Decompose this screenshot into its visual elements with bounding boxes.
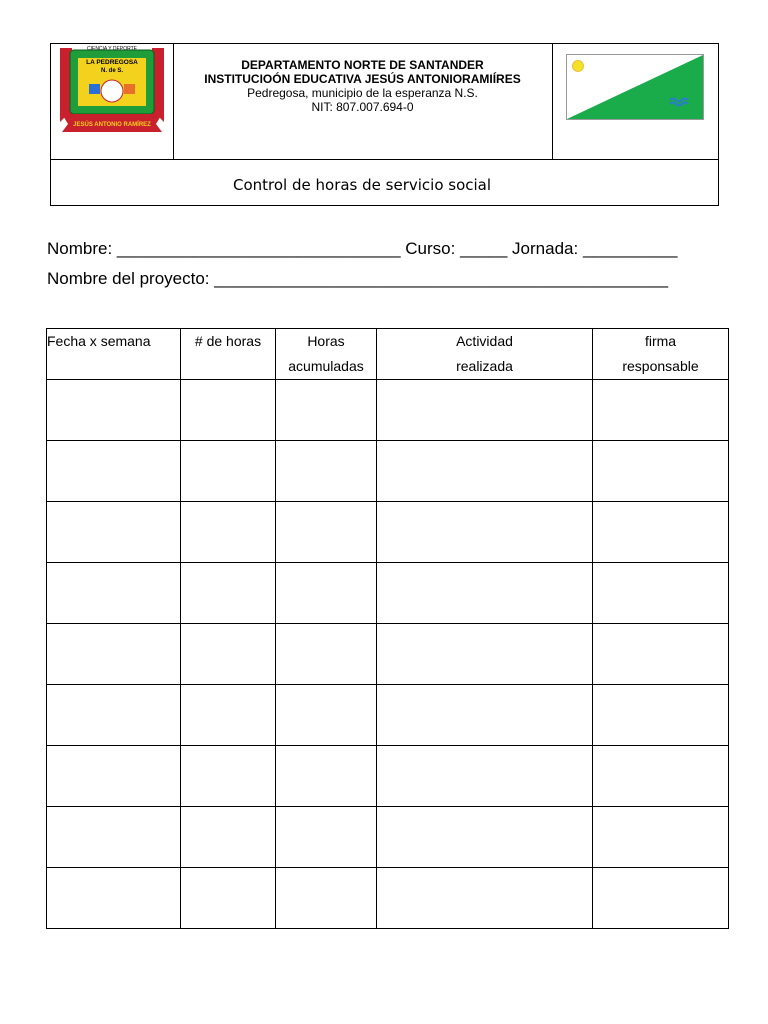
table-cell[interactable]	[593, 563, 729, 624]
table-cell[interactable]	[377, 868, 593, 929]
table-cell[interactable]	[181, 563, 276, 624]
table-cell[interactable]	[276, 380, 377, 441]
document-title: Control de horas de servicio social	[233, 176, 492, 194]
institution-name: INSTITUCIOÓN EDUCATIVA JESÚS ANTONIORAMIÍRES	[204, 72, 521, 86]
svg-text:CIENCIA Y DEPORTE: CIENCIA Y DEPORTE	[86, 46, 138, 52]
table-cell[interactable]	[47, 563, 181, 624]
department-name: DEPARTAMENTO NORTE DE SANTANDER	[241, 58, 484, 72]
table-cell[interactable]	[377, 624, 593, 685]
municipal-flag-icon	[566, 54, 704, 120]
table-cell[interactable]	[377, 563, 593, 624]
table-cell[interactable]	[593, 380, 729, 441]
table-row	[47, 563, 729, 624]
table-cell[interactable]	[47, 441, 181, 502]
table-cell[interactable]	[377, 807, 593, 868]
hours-log-table	[46, 328, 729, 929]
header-row	[51, 44, 718, 160]
table-cell[interactable]	[276, 685, 377, 746]
table-cell[interactable]	[593, 807, 729, 868]
table-cell[interactable]	[47, 685, 181, 746]
table-row	[47, 502, 729, 563]
school-crest-icon	[56, 44, 168, 132]
project-name-line: Nombre del proyecto: ________________________________________________	[47, 269, 669, 288]
table-cell[interactable]	[593, 868, 729, 929]
table-cell[interactable]	[47, 746, 181, 807]
header-fecha: Fecha x semana	[47, 329, 181, 380]
table-cell[interactable]	[181, 807, 276, 868]
table-row	[47, 685, 729, 746]
table-cell[interactable]	[593, 624, 729, 685]
table-cell[interactable]	[47, 380, 181, 441]
table-cell[interactable]	[276, 624, 377, 685]
table-cell[interactable]	[181, 441, 276, 502]
header-box	[50, 43, 719, 206]
table-cell[interactable]	[181, 624, 276, 685]
table-cell[interactable]	[181, 746, 276, 807]
table-cell[interactable]	[47, 807, 181, 868]
table-cell[interactable]	[181, 685, 276, 746]
table-cell[interactable]	[47, 624, 181, 685]
table-cell[interactable]	[377, 441, 593, 502]
table-cell[interactable]	[276, 746, 377, 807]
header-actividad: Actividad realizada	[377, 329, 593, 380]
table-cell[interactable]	[593, 502, 729, 563]
table-cell[interactable]	[593, 746, 729, 807]
table-cell[interactable]	[181, 380, 276, 441]
table-cell[interactable]	[593, 441, 729, 502]
table-cell[interactable]	[276, 807, 377, 868]
table-cell[interactable]	[47, 868, 181, 929]
table-row	[47, 441, 729, 502]
table-cell[interactable]	[377, 746, 593, 807]
svg-text:LA PEDREGOSA: LA PEDREGOSA	[86, 59, 138, 66]
table-row	[47, 624, 729, 685]
table-cell[interactable]	[377, 685, 593, 746]
logo-cell	[51, 44, 174, 159]
table-header-row	[47, 329, 729, 380]
header-horas: # de horas	[181, 329, 276, 380]
table-cell[interactable]	[47, 502, 181, 563]
table-cell[interactable]	[181, 868, 276, 929]
table-cell[interactable]	[276, 868, 377, 929]
institution-nit: NIT: 807.007.694-0	[311, 100, 414, 114]
table-row	[47, 380, 729, 441]
table-row	[47, 807, 729, 868]
header-firma: firma responsable	[593, 329, 729, 380]
table-cell[interactable]	[276, 441, 377, 502]
header-acumuladas: Horas acumuladas	[276, 329, 377, 380]
table-cell[interactable]	[276, 502, 377, 563]
table-row	[47, 868, 729, 929]
table-row	[47, 746, 729, 807]
svg-text:JESÚS ANTONIO RAMÍREZ: JESÚS ANTONIO RAMÍREZ	[73, 122, 151, 128]
table-cell[interactable]	[377, 502, 593, 563]
table-cell[interactable]	[593, 685, 729, 746]
student-info-line: Nombre: ______________________________ Curso: _____ Jornada: __________	[47, 239, 678, 258]
table-cell[interactable]	[276, 563, 377, 624]
title-row	[51, 160, 718, 206]
table-cell[interactable]	[377, 380, 593, 441]
svg-text:N. de S.: N. de S.	[100, 68, 124, 74]
flag-cell	[552, 44, 720, 159]
table-cell[interactable]	[181, 502, 276, 563]
institution-info	[173, 44, 553, 159]
institution-location: Pedregosa, municipio de la esperanza N.S.	[247, 86, 478, 100]
